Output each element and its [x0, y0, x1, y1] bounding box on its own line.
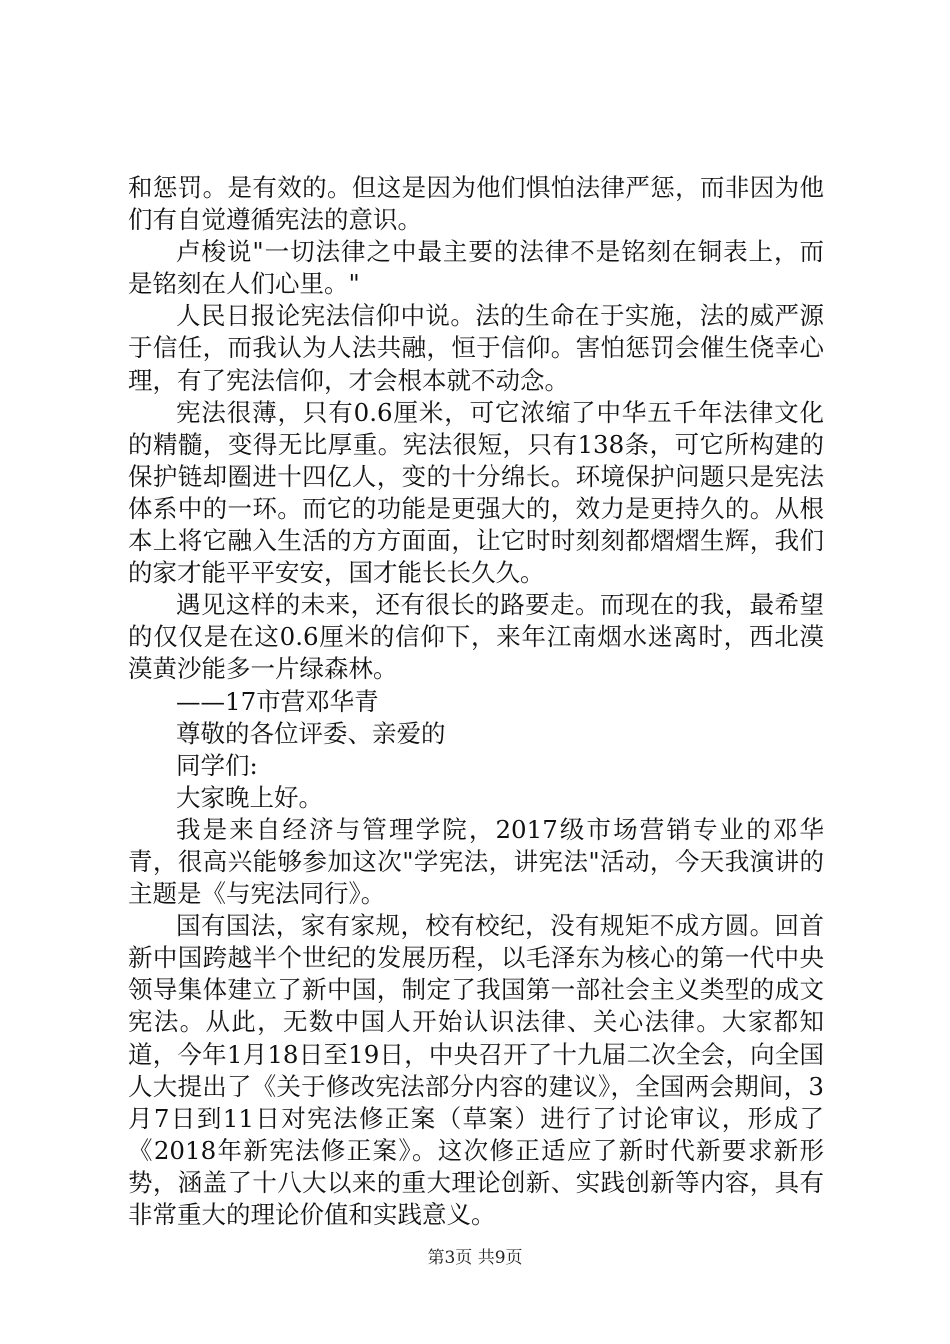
- paragraph-salutation: 尊敬的各位评委、亲爱的: [176, 718, 446, 748]
- paragraph-signature: ——17市营邓华青: [176, 686, 379, 716]
- paragraph-introduction: 我是来自经济与管理学院，2017级市场营销专业的邓华青，很高兴能够参加这次"学宪法，讲宪法"活动，今天我演讲的主题是《与宪法同行》。: [128, 814, 824, 909]
- paragraph-national-law: 国有国法，家有家规，校有校纪，没有规矩不成方圆。回首新中国跨越半个世纪的发展历程，以毛泽东为核心的第一代中央领导集体建立了新中国，制定了我国第一部社会主义类型的成文宪法。从此，无数中国人开始认识法律、关心法律。大家都知道，今年1月18日至19日，中央召开了十九届二次全会，向全国人大提出了《关于修改宪法部分内容的建议》，全国两会期间，3月7日到11日对宪法修正案（草案）进行了讨论审议，形成了《2018年新宪法修正案》。这次修正适应了新时代新要求新形势，涵盖了十八大以来的重大理论创新、实践创新等内容，具有非常重大的理论价值和实践意义。: [128, 911, 824, 1229]
- page-number-footer: 第3页 共9页: [427, 1248, 523, 1268]
- paragraph-peoples-daily: 人民日报论宪法信仰中说。法的生命在于实施，法的威严源于信任，而我认为人法共融，恒于信仰。害怕惩罚会催生侥幸心理，有了宪法信仰，才会根本就不动念。: [128, 301, 824, 395]
- paragraph-continuation: 和惩罚。是有效的。但这是因为他们惧怕法律严惩，而非因为他们有自觉遵循宪法的意识。: [128, 173, 824, 235]
- paragraph-greeting: 大家晚上好。: [176, 782, 323, 812]
- paragraph-rousseau-quote: 卢梭说"一切法律之中最主要的法律不是铭刻在铜表上，而是铭刻在人们心里。": [128, 237, 824, 299]
- paragraph-constitution-thin: 宪法很薄，只有0.6厘米，可它浓缩了中华五千年法律文化的精髓，变得无比厚重。宪法很短，只有138条，可它所构建的保护链却圈进十四亿人，变的十分绵长。环境保护问题只是宪法体系中的一环。而它的功能是更强大的，效力是更持久的。从根本上将它融入生活的方方面面，让它时时刻刻都熠熠生辉，我们的家才能平平安安，国才能长长久久。: [128, 397, 824, 588]
- paragraph-salutation-cont: 同学们:: [176, 750, 258, 780]
- paragraph-future: 遇见这样的未来，还有很长的路要走。而现在的我，最希望的仅仅是在这0.6厘米的信仰下，来年江南烟水迷离时，西北漠漠黄沙能多一片绿森林。: [128, 590, 824, 684]
- document-body: [128, 172, 824, 1231]
